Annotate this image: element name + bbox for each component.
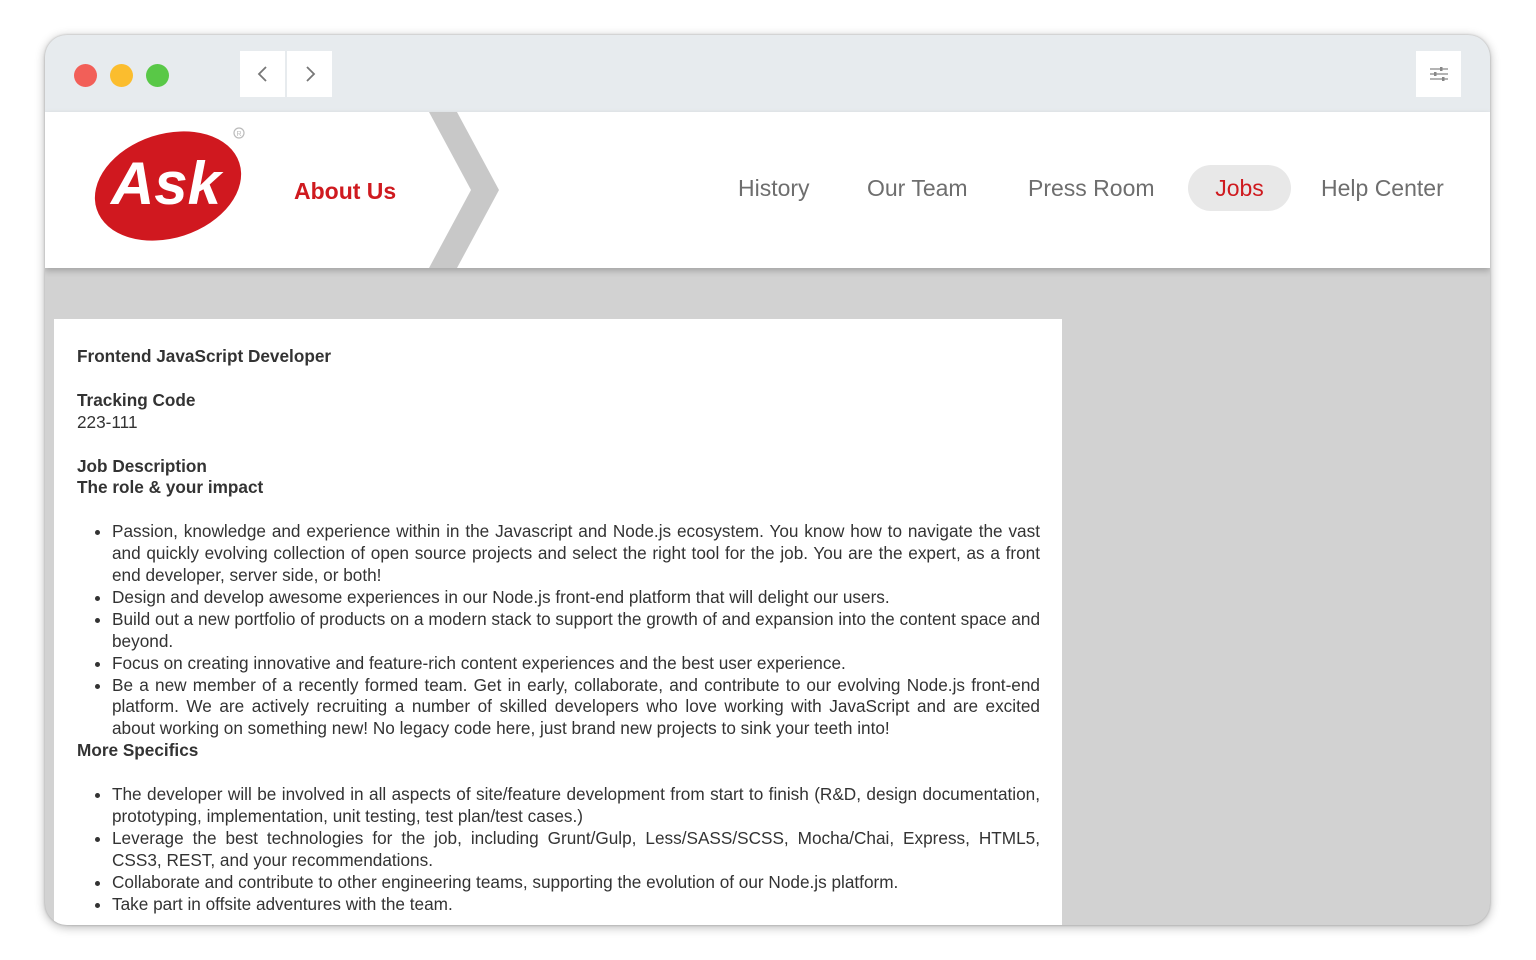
more-specifics-label: More Specifics: [77, 740, 199, 761]
role-label: The role & your impact: [77, 477, 264, 498]
job-posting-panel: [54, 319, 1062, 925]
role-list: [77, 521, 1040, 740]
browser-titlebar: [45, 35, 1490, 112]
job-title: Frontend JavaScript Developer: [77, 346, 332, 366]
forward-button[interactable]: [287, 51, 332, 97]
chevron-left-icon: [256, 65, 270, 83]
list-item: • Build out a new portfolio of products on a modern stack to support the growth of and expansion into the content space and beyond.: [112, 609, 1040, 653]
chevron-right-icon: [303, 65, 317, 83]
about-us-link[interactable]: About Us: [294, 178, 397, 204]
ask-logo[interactable]: [93, 126, 253, 249]
list-item: • Be a new member of a recently formed team. Get in early, collaborate, and contribute to our evolving Node.js front-end platform. We are actively recruiting a number of skilled developers who love working with JavaScript and are excited about working on something new! No legacy code here, just brand new projects to sink your teeth into!: [112, 675, 1040, 741]
job-description-label: Job Description: [77, 455, 207, 476]
sliders-icon: [1428, 65, 1450, 83]
back-button[interactable]: [240, 51, 285, 97]
list-item: • Focus on creating innovative and feature-rich content experiences and the best user experience.: [112, 653, 1040, 675]
svg-text:R: R: [236, 131, 242, 138]
nav-history[interactable]: History: [738, 174, 810, 201]
browser-window: [45, 35, 1490, 925]
nav-help-center[interactable]: Help Center: [1321, 174, 1444, 201]
header-chevron-divider: [429, 112, 509, 268]
tracking-code-value: 223-111: [77, 411, 138, 432]
nav-press-room[interactable]: Press Room: [1028, 174, 1155, 201]
logo-text: Ask: [110, 150, 222, 217]
maximize-window-button[interactable]: [146, 64, 169, 87]
site-header: [45, 112, 1490, 268]
minimize-window-button[interactable]: [110, 64, 133, 87]
list-item: • Collaborate and contribute to other engineering teams, supporting the evolution of our Node.js platform.: [112, 872, 1040, 894]
list-item: • Leverage the best technologies for the job, including Grunt/Gulp, Less/SASS/SCSS, Mocha/Chai, Express, HTML5, CSS3, REST, and your recommendations.: [112, 828, 1040, 872]
list-item: • Design and develop awesome experiences in our Node.js front-end platform that will delight our users.: [112, 587, 1040, 609]
nav-our-team[interactable]: Our Team: [867, 174, 968, 201]
settings-button[interactable]: [1416, 51, 1461, 97]
list-item: • Take part in offsite adventures with the team.: [112, 894, 1040, 916]
close-window-button[interactable]: [74, 64, 97, 87]
specifics-list: [77, 784, 1040, 915]
list-item: • Passion, knowledge and experience within in the Javascript and Node.js ecosystem. You know how to navigate the vast and quickly evolving collection of open source projects and select the right tool for the job. You are the expert, as a front end developer, server side, or both!: [112, 521, 1040, 587]
tracking-code-label: Tracking Code: [77, 389, 196, 410]
list-item: • The developer will be involved in all aspects of site/feature development from start to finish (R&D, design documentation, prototyping, implementation, unit testing, test plan/test cases.): [112, 784, 1040, 828]
nav-jobs[interactable]: Jobs: [1188, 165, 1291, 211]
